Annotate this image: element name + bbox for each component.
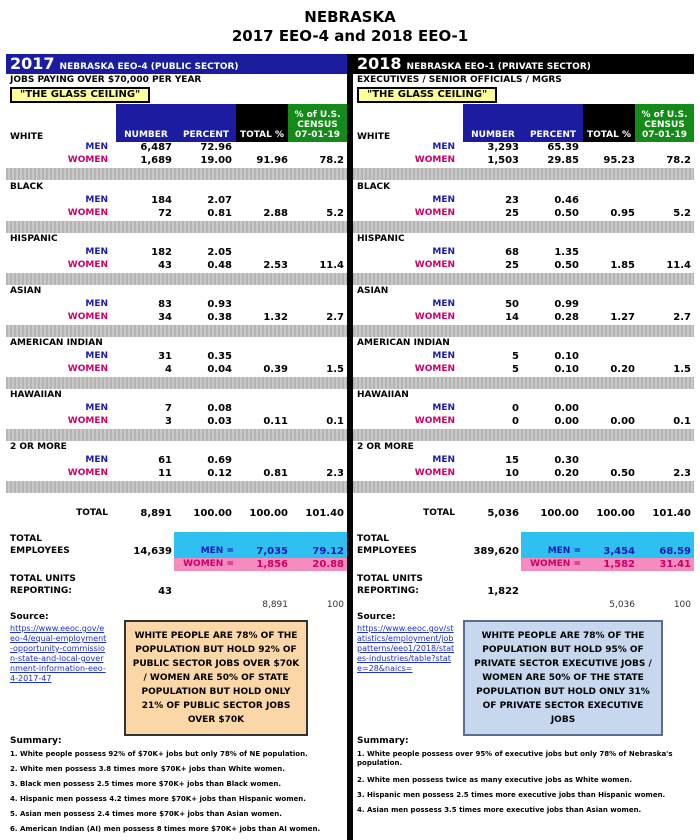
- source-label: Source:: [10, 612, 49, 622]
- group-label: HISPANIC: [357, 234, 405, 244]
- women-percent: 0.03: [207, 416, 232, 427]
- units-label-2: REPORTING:: [10, 586, 72, 596]
- men-number: 184: [151, 195, 172, 206]
- employees-value: 14,639: [133, 546, 172, 557]
- group-separator: [6, 325, 347, 337]
- totals-number: 8,891: [140, 508, 172, 519]
- women-number: 5: [512, 364, 519, 375]
- women-number: 72: [158, 208, 172, 219]
- women-equals-label: WOMEN =: [183, 559, 234, 569]
- summary-item: 6. American Indian (AI) men possess 8 times more $70K+ jobs than AI women.: [10, 825, 321, 833]
- totals-census-percent: 101.40: [652, 508, 691, 519]
- men-percent: 2.07: [207, 195, 232, 206]
- group-separator: [353, 325, 694, 337]
- census-header: % of U.S. CENSUS 07-01-19: [288, 104, 347, 142]
- men-percent: 0.46: [554, 195, 579, 206]
- sector-subtitle: EXECUTIVES / SENIOR OFFICIALS / MGRS: [357, 75, 562, 85]
- women-label: WOMEN: [67, 364, 108, 374]
- source-label: Source:: [357, 612, 396, 622]
- men-label: MEN: [85, 403, 108, 413]
- men-employees-value: 7,035: [256, 546, 288, 557]
- group-label: WHITE: [357, 132, 391, 142]
- men-percent: 0.08: [207, 403, 232, 414]
- summary-note: WHITE PEOPLE ARE 78% OF THE POPULATION BUT HOLD 92% OF PUBLIC SECTOR JOBS OVER $70K / WOMEN ARE 50% OF STATE POPULATION BUT HOLD ONLY 21% OF PUBLIC SECTOR JOBS OVER $70K: [124, 620, 308, 736]
- sector-subtitle: JOBS PAYING OVER $70,000 PER YEAR: [10, 75, 202, 85]
- group-label: HAWAIIAN: [10, 390, 62, 400]
- men-number: 6,487: [140, 142, 172, 153]
- sector-year: 2018: [357, 54, 402, 73]
- group-label: BLACK: [10, 182, 44, 192]
- women-percent: 0.20: [554, 468, 579, 479]
- group-label: HAWAIIAN: [357, 390, 409, 400]
- women-employees-percent: 31.41: [659, 559, 691, 570]
- group-separator: [6, 377, 347, 389]
- group-total-percent: 0.81: [263, 468, 288, 479]
- census-header: % of U.S. CENSUS 07-01-19: [635, 104, 694, 142]
- public-sector-panel: [6, 54, 347, 834]
- women-percent: 0.50: [554, 208, 579, 219]
- women-employees-value: 1,582: [603, 559, 635, 570]
- group-label: WHITE: [10, 132, 44, 142]
- group-separator: [6, 221, 347, 233]
- men-label: MEN: [85, 247, 108, 257]
- men-number: 61: [158, 455, 172, 466]
- totals-label: TOTAL: [423, 508, 455, 518]
- women-label: WOMEN: [414, 312, 455, 322]
- group-label: 2 OR MORE: [357, 442, 414, 452]
- units-value: 43: [158, 586, 172, 597]
- women-label: WOMEN: [67, 208, 108, 218]
- group-census-percent: 11.4: [319, 260, 344, 271]
- men-percent: 0.30: [554, 455, 579, 466]
- men-number: 7: [165, 403, 172, 414]
- group-total-percent: 91.96: [256, 155, 288, 166]
- group-census-percent: 1.5: [326, 364, 344, 375]
- group-label: AMERICAN INDIAN: [10, 338, 103, 348]
- women-percent: 0.38: [207, 312, 232, 323]
- group-census-percent: 11.4: [666, 260, 691, 271]
- women-label: WOMEN: [67, 155, 108, 165]
- men-equals-label: MEN =: [547, 546, 581, 556]
- women-number: 4: [165, 364, 172, 375]
- group-total-percent: 0.11: [263, 416, 288, 427]
- women-employees-value: 1,856: [256, 559, 288, 570]
- women-label: WOMEN: [414, 468, 455, 478]
- private-sector-panel: [353, 54, 694, 834]
- units-label-2: REPORTING:: [357, 586, 419, 596]
- men-label: MEN: [432, 247, 455, 257]
- totals-census-percent: 101.40: [305, 508, 344, 519]
- group-census-percent: 2.3: [326, 468, 344, 479]
- women-percent: 0.48: [207, 260, 232, 271]
- source-link[interactable]: https://www.eeoc.gov/statistics/employment/jobpatterns/eeo1/2018/states-industries/table?state=28&naics=: [357, 624, 455, 673]
- group-separator: [6, 429, 347, 441]
- men-number: 182: [151, 247, 172, 258]
- women-percent: 0.81: [207, 208, 232, 219]
- units-label-1: TOTAL UNITS: [10, 574, 76, 584]
- group-separator: [353, 221, 694, 233]
- summary-label: Summary:: [10, 736, 62, 746]
- sector-label: NEBRASKA EEO-4 (PUBLIC SECTOR): [59, 62, 239, 72]
- group-census-percent: 0.1: [673, 416, 691, 427]
- employees-label-1: TOTAL: [357, 534, 389, 544]
- men-percent: 72.96: [200, 142, 232, 153]
- source-link[interactable]: https://www.eeoc.gov/eeo-4/equal-employment-opportunity-commission-state-and-local-government-information-eeo-4-2017-47: [10, 624, 107, 683]
- sector-title-bar: [353, 54, 694, 74]
- men-label: MEN: [85, 299, 108, 309]
- men-number: 83: [158, 299, 172, 310]
- men-number: 3,293: [487, 142, 519, 153]
- women-label: WOMEN: [67, 312, 108, 322]
- men-percent: 65.39: [547, 142, 579, 153]
- total-header: TOTAL %: [236, 104, 288, 142]
- sector-label: NEBRASKA EEO-1 (PRIVATE SECTOR): [406, 62, 591, 72]
- employees-label-1: TOTAL: [10, 534, 42, 544]
- men-number: 50: [505, 299, 519, 310]
- group-census-percent: 1.5: [673, 364, 691, 375]
- women-percent: 0.50: [554, 260, 579, 271]
- summary-item: 4. Hispanic men possess 4.2 times more $70K+ jobs than Hispanic women.: [10, 795, 306, 803]
- men-label: MEN: [432, 195, 455, 205]
- summary-item: 3. Black men possess 2.5 times more $70K+ jobs than Black women.: [10, 780, 282, 788]
- men-label: MEN: [85, 142, 108, 152]
- group-separator: [353, 481, 694, 493]
- men-number: 0: [512, 403, 519, 414]
- women-number: 0: [512, 416, 519, 427]
- women-label: WOMEN: [414, 416, 455, 426]
- women-number: 14: [505, 312, 519, 323]
- men-employees-percent: 68.59: [659, 546, 691, 557]
- women-number: 11: [158, 468, 172, 479]
- number-header: NUMBER: [116, 104, 176, 142]
- totals-label: TOTAL: [76, 508, 108, 518]
- group-census-percent: 0.1: [326, 416, 344, 427]
- glass-ceiling-label: "THE GLASS CEILING": [10, 87, 150, 103]
- totals-total-percent: 100.00: [596, 508, 635, 519]
- group-separator: [353, 168, 694, 180]
- women-percent: 0.10: [554, 364, 579, 375]
- women-number: 43: [158, 260, 172, 271]
- totals-total-percent: 100.00: [249, 508, 288, 519]
- summary-note: WHITE PEOPLE ARE 78% OF THE POPULATION BUT HOLD 95% OF PRIVATE SECTOR EXECUTIVE JOBS / WOMEN ARE 50% OF THE STATE POPULATION BUT HOLD ONLY 31% OF PRIVATE SECTOR EXECUTIVE JOBS: [463, 620, 663, 736]
- men-number: 5: [512, 351, 519, 362]
- men-percent: 0.10: [554, 351, 579, 362]
- summary-item: 4. Asian men possess 3.5 times more executive jobs than Asian women.: [357, 806, 642, 814]
- summary-item: 5. Asian men possess 2.4 times more $70K+ jobs than Asian women.: [10, 810, 282, 818]
- women-label: WOMEN: [67, 260, 108, 270]
- summary-item: 1. White people possess over 95% of executive jobs but only 78% of Nebraska's population.: [357, 750, 673, 767]
- women-number: 25: [505, 260, 519, 271]
- group-total-percent: 1.32: [263, 312, 288, 323]
- summary-item: 2. White men possess 3.8 times more $70K+ jobs than White women.: [10, 765, 285, 773]
- summary-item: 3. Hispanic men possess 2.5 times more executive jobs than Hispanic women.: [357, 791, 666, 799]
- men-equals-label: MEN =: [200, 546, 234, 556]
- group-total-percent: 2.88: [263, 208, 288, 219]
- total-header: TOTAL %: [583, 104, 635, 142]
- women-number: 10: [505, 468, 519, 479]
- men-percent: 0.93: [207, 299, 232, 310]
- group-census-percent: 2.3: [673, 468, 691, 479]
- group-total-percent: 0.20: [610, 364, 635, 375]
- group-census-percent: 5.2: [673, 208, 691, 219]
- group-label: ASIAN: [357, 286, 389, 296]
- title-subtitle: 2017 EEO-4 and 2018 EEO-1: [231, 27, 469, 45]
- group-label: ASIAN: [10, 286, 42, 296]
- page-title: [0, 8, 700, 46]
- number-header: NUMBER: [463, 104, 523, 142]
- women-label: WOMEN: [67, 468, 108, 478]
- employees-value: 389,620: [473, 546, 519, 557]
- men-label: MEN: [432, 299, 455, 309]
- men-percent: 0.99: [554, 299, 579, 310]
- group-separator: [353, 429, 694, 441]
- men-number: 23: [505, 195, 519, 206]
- employees-label-2: EMPLOYEES: [357, 546, 417, 556]
- women-number: 34: [158, 312, 172, 323]
- men-percent: 2.05: [207, 247, 232, 258]
- women-equals-label: WOMEN =: [530, 559, 581, 569]
- women-percent: 19.00: [200, 155, 232, 166]
- women-label: WOMEN: [414, 208, 455, 218]
- group-label: HISPANIC: [10, 234, 58, 244]
- totals-number: 5,036: [487, 508, 519, 519]
- group-total-percent: 1.27: [610, 312, 635, 323]
- women-percent: 29.85: [547, 155, 579, 166]
- women-label: WOMEN: [414, 364, 455, 374]
- men-employees-value: 3,454: [603, 546, 635, 557]
- women-percent: 0.00: [554, 416, 579, 427]
- women-percent: 0.28: [554, 312, 579, 323]
- summary-label: Summary:: [357, 736, 409, 746]
- women-number: 1,503: [487, 155, 519, 166]
- women-label: WOMEN: [414, 260, 455, 270]
- men-label: MEN: [85, 455, 108, 465]
- group-separator: [6, 168, 347, 180]
- group-census-percent: 5.2: [326, 208, 344, 219]
- units-label-1: TOTAL UNITS: [357, 574, 423, 584]
- group-total-percent: 2.53: [263, 260, 288, 271]
- group-separator: [6, 481, 347, 493]
- women-employees-percent: 20.88: [312, 559, 344, 570]
- group-label: AMERICAN INDIAN: [357, 338, 450, 348]
- sector-year: 2017: [10, 54, 55, 73]
- employees-label-2: EMPLOYEES: [10, 546, 70, 556]
- group-separator: [353, 377, 694, 389]
- group-census-percent: 2.7: [673, 312, 691, 323]
- men-label: MEN: [432, 403, 455, 413]
- men-number: 31: [158, 351, 172, 362]
- women-label: WOMEN: [414, 155, 455, 165]
- women-percent: 0.12: [207, 468, 232, 479]
- summary-item: 2. White men possess twice as many executive jobs as White women.: [357, 776, 632, 784]
- women-number: 1,689: [140, 155, 172, 166]
- men-percent: 0.00: [554, 403, 579, 414]
- men-label: MEN: [85, 195, 108, 205]
- check-total-percent: 100: [673, 600, 691, 610]
- group-separator: [353, 273, 694, 285]
- men-number: 68: [505, 247, 519, 258]
- group-total-percent: 0.00: [610, 416, 635, 427]
- totals-percent: 100.00: [193, 508, 232, 519]
- men-label: MEN: [85, 351, 108, 361]
- men-percent: 1.35: [554, 247, 579, 258]
- group-total-percent: 95.23: [603, 155, 635, 166]
- women-label: WOMEN: [67, 416, 108, 426]
- men-label: MEN: [432, 455, 455, 465]
- group-total-percent: 0.50: [610, 468, 635, 479]
- group-total-percent: 0.95: [610, 208, 635, 219]
- percent-header: PERCENT: [523, 104, 583, 142]
- men-employees-percent: 79.12: [312, 546, 344, 557]
- group-census-percent: 2.7: [326, 312, 344, 323]
- group-label: BLACK: [357, 182, 391, 192]
- group-census-percent: 78.2: [666, 155, 691, 166]
- percent-header: PERCENT: [176, 104, 236, 142]
- women-number: 25: [505, 208, 519, 219]
- group-census-percent: 78.2: [319, 155, 344, 166]
- units-value: 1,822: [487, 586, 519, 597]
- sector-title-bar: [6, 54, 347, 74]
- men-percent: 0.35: [207, 351, 232, 362]
- glass-ceiling-label: "THE GLASS CEILING": [357, 87, 497, 103]
- group-total-percent: 1.85: [610, 260, 635, 271]
- check-total-value: 5,036: [609, 600, 635, 610]
- men-percent: 0.69: [207, 455, 232, 466]
- title-state: NEBRASKA: [304, 8, 396, 26]
- check-total-value: 8,891: [262, 600, 288, 610]
- women-number: 3: [165, 416, 172, 427]
- men-number: 15: [505, 455, 519, 466]
- men-label: MEN: [432, 142, 455, 152]
- group-label: 2 OR MORE: [10, 442, 67, 452]
- women-percent: 0.04: [207, 364, 232, 375]
- group-separator: [6, 273, 347, 285]
- totals-percent: 100.00: [540, 508, 579, 519]
- check-total-percent: 100: [326, 600, 344, 610]
- summary-item: 1. White people possess 92% of $70K+ jobs but only 78% of NE population.: [10, 750, 308, 758]
- group-total-percent: 0.39: [263, 364, 288, 375]
- men-label: MEN: [432, 351, 455, 361]
